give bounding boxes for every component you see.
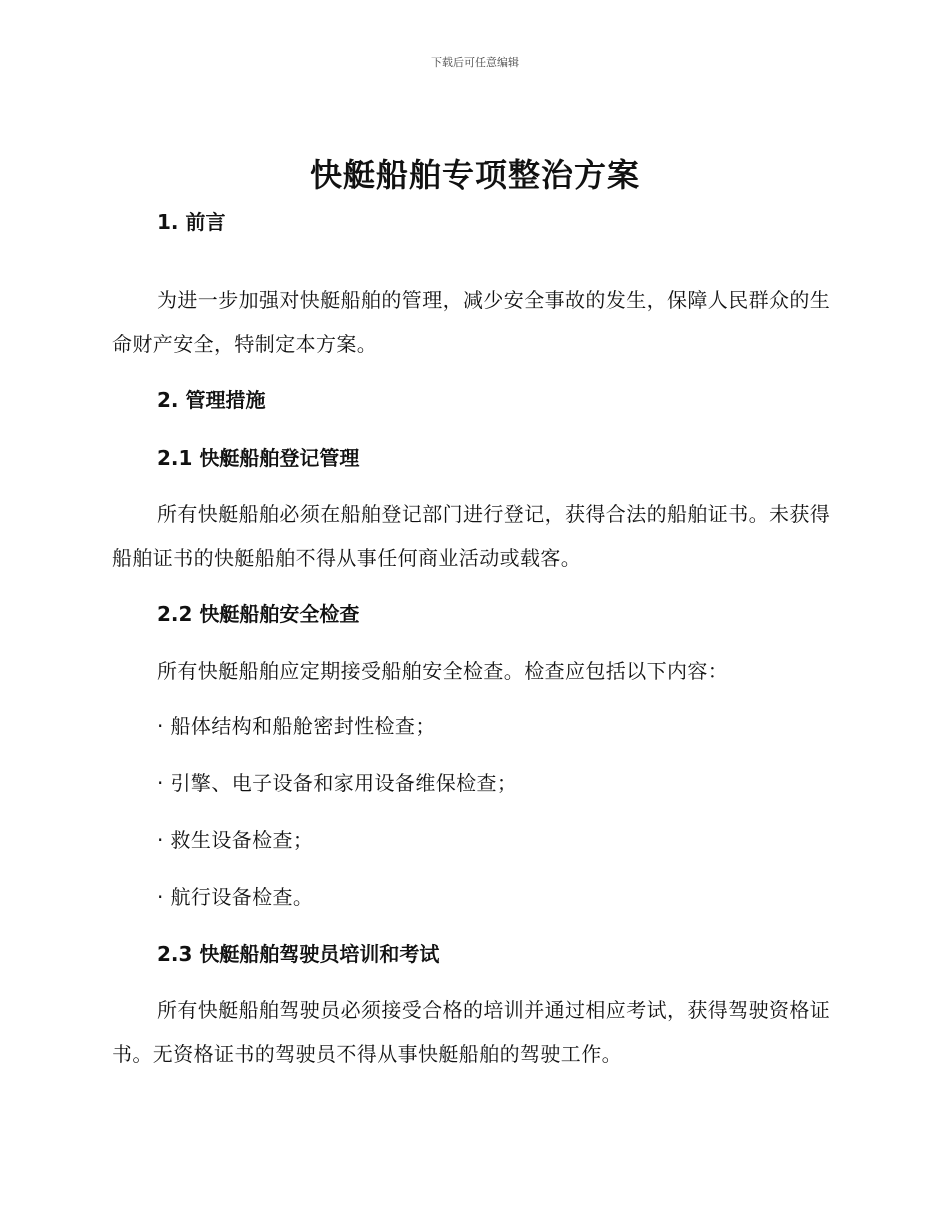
list-item: · 航行设备检查。	[157, 885, 314, 909]
list-item: · 引擎、电子设备和家用设备维保检查；	[157, 771, 518, 795]
list-item: · 船体结构和船舱密封性检查；	[157, 714, 436, 738]
header-note: 下载后可任意编辑	[431, 56, 519, 69]
section-2-heading: 2. 管理措施	[157, 388, 266, 412]
section-2-3-paragraph: 所有快艇船舶驾驶员必须接受合格的培训并通过相应考试，获得驾驶资格证书。无资格证书的驾驶员不得从事快艇船舶的驾驶工作。	[112, 998, 831, 1066]
document-title: 快艇船舶专项整治方案	[309, 156, 640, 194]
section-2-1-paragraph: 所有快艇船舶必须在船舶登记部门进行登记，获得合法的船舶证书。未获得船舶证书的快艇船舶不得从事任何商业活动或载客。	[112, 502, 831, 570]
list-item: · 救生设备检查；	[157, 828, 314, 852]
section-1-paragraph: 为进一步加强对快艇船舶的管理，减少安全事故的发生，保障人民群众的生命财产安全，特制定本方案。	[112, 288, 831, 356]
section-2-3-heading: 2.3 快艇船舶驾驶员培训和考试	[157, 942, 440, 966]
section-2-2-paragraph: 所有快艇船舶应定期接受船舶安全检查。检查应包括以下内容：	[157, 659, 729, 683]
section-1-heading: 1. 前言	[157, 210, 226, 234]
document-body	[112, 202, 834, 1076]
section-2-1-heading: 2.1 快艇船舶登记管理	[157, 446, 360, 470]
section-2-2-heading: 2.2 快艇船舶安全检查	[157, 602, 360, 626]
